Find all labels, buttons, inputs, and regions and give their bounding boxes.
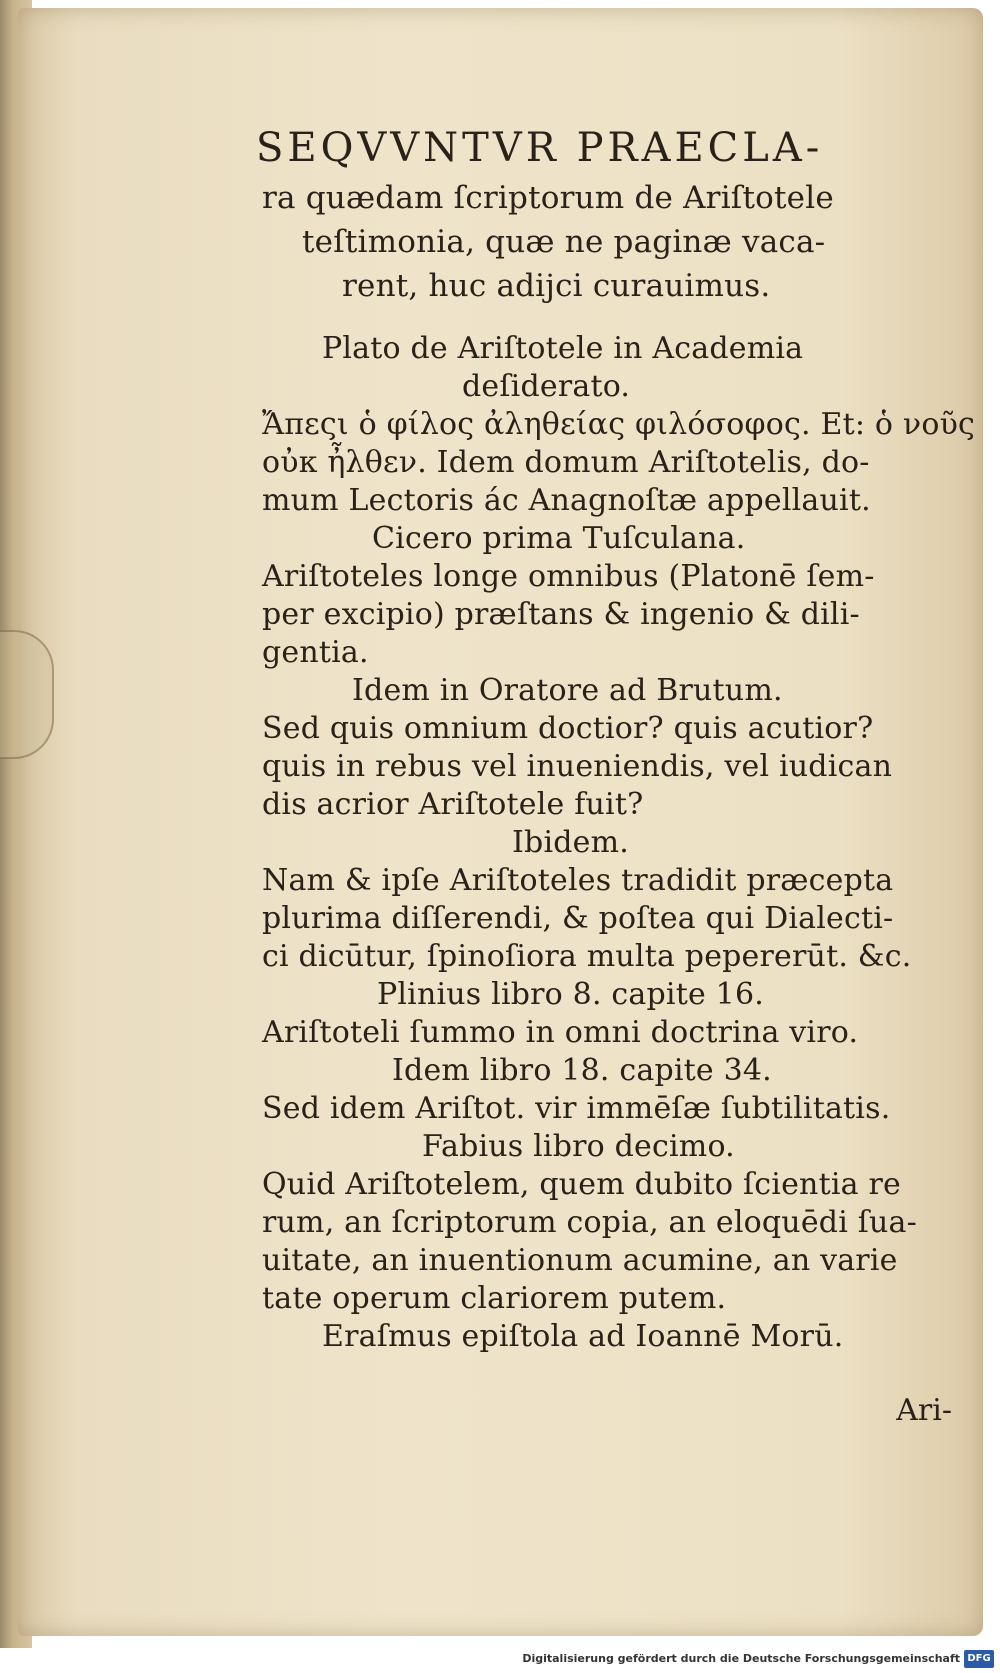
section-title: Cicero prima Tuſculana. (372, 521, 746, 556)
section-title: Plato de Ariſtotele in Academia (322, 331, 804, 366)
catchword: Ari- (896, 1393, 952, 1428)
text-line: uitate, an inuentionum acumine, an varie (262, 1243, 898, 1278)
text-line: rum, an ſcriptorum copia, an eloquēdi ſua- (262, 1205, 917, 1240)
spacer (262, 308, 922, 330)
text-line: ci dicūtur, ſpinoſiora multa pepererūt. &c. (262, 939, 912, 974)
text-line: plurima diſſerendi, & poſtea qui Dialecti- (262, 901, 894, 936)
text-line: Ariſtoteles longe omnibus (Platonē ſem- (262, 559, 875, 594)
dfg-logo: DFG (964, 1650, 994, 1668)
section-title: Ibidem. (512, 825, 629, 860)
text-line: Nam & ipſe Ariſtoteles tradidit præcepta (262, 863, 894, 898)
section-title: deſiderato. (462, 369, 631, 404)
text-line: mum Lectoris ác Anagnoſtæ appellauit. (262, 483, 871, 518)
section-title: Plinius libro 8. capite 16. (377, 977, 764, 1012)
text-line: Ariſtoteli ſummo in omni doctrina viro. (262, 1015, 859, 1050)
text-line: Quid Ariſtotelem, quem dubito ſcientia re (262, 1167, 901, 1202)
text-line: dis acrior Ariſtotele fuit? (262, 787, 644, 822)
text-line: tate operum clariorem putem. (262, 1281, 727, 1316)
section-title: Eraſmus epiſtola ad Ioannē Morū. (322, 1319, 844, 1354)
section-title: Idem in Oratore ad Brutum. (352, 673, 783, 708)
text-line: quis in rebus vel inueniendis, vel iudican (262, 749, 893, 784)
text-line: per excipio) præſtans & ingenio & dili- (262, 597, 860, 632)
clasp-mark (0, 630, 54, 759)
text-line: gentia. (262, 635, 369, 670)
subheading-line: rent, huc adijci curauimus. (342, 268, 771, 304)
text-block (256, 120, 976, 1356)
section-title: Idem libro 18. capite 34. (392, 1053, 772, 1088)
page-heading: SEQVVNTVR PRAECLA- (256, 125, 824, 171)
subheading-line: ra quædam ſcriptorum de Ariſtotele (262, 180, 834, 216)
subheading-line: teſtimonia, quæ ne paginæ vaca- (302, 224, 826, 260)
section-title: Fabius libro decimo. (422, 1129, 735, 1164)
text-line: οὐκ ἦλθεν. Idem domum Ariſtotelis, do- (262, 445, 870, 480)
text-line: Sed quis omnium doctior? quis acutior? (262, 711, 874, 746)
text-line: Ἄπεςι ὁ φίλος ἀληθείας φιλόσοφος. Et: ὁ νοῦς (262, 407, 976, 442)
text-line: Sed idem Ariſtot. vir immēſæ ſubtilitatis. (262, 1091, 891, 1126)
footer-credit: Digitalisierung gefördert durch die Deutsche Forschungsgemeinschaft (522, 1652, 960, 1665)
